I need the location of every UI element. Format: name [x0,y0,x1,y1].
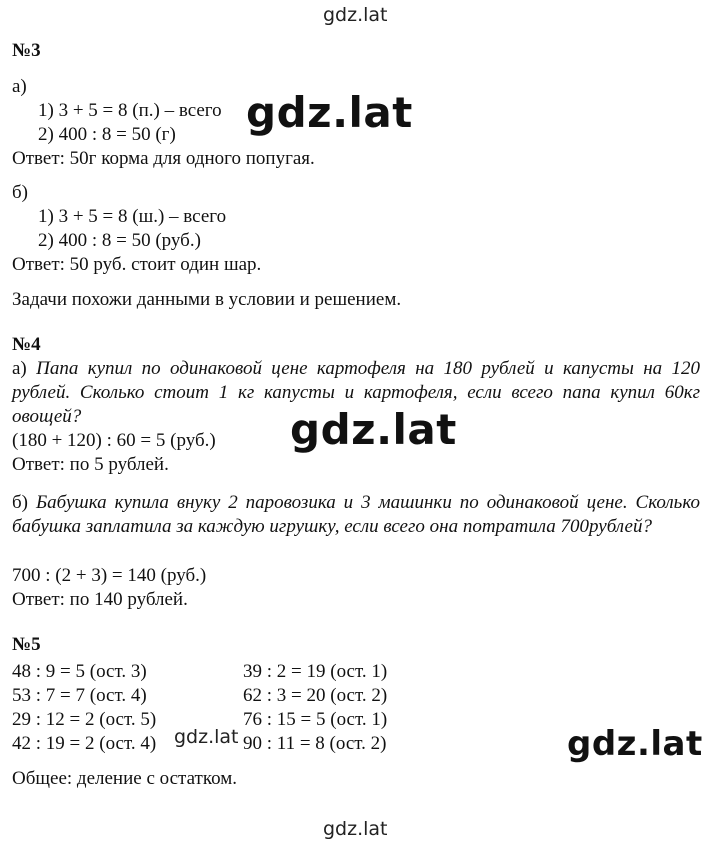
task4-b-label: б) [12,492,28,513]
task5-left-item: 48 : 9 = 5 (ост. 3) [12,661,147,682]
task4-b-problem: Бабушка купила внуку 2 паровозика и 3 машинки по одинаковой цене. Сколько бабушка заплатила за каждую игрушку, если всего она потратила 700рублей? [12,492,700,537]
task4-b-block [12,491,700,539]
task3-b-answer: Ответ: 50 руб. стоит один шар. [12,254,262,275]
task3-b-label: б) [12,182,28,203]
task3-a-step2: 2) 400 : 8 = 50 (г) [38,124,176,145]
task4-b-answer: Ответ: по 140 рублей. [12,589,188,610]
watermark-large: gdz.lat [246,88,413,137]
task5-left-item: 29 : 12 = 2 (ост. 5) [12,709,157,730]
watermark-inline: gdz.lat [174,726,239,748]
task3-b-step2: 2) 400 : 8 = 50 (руб.) [38,230,201,251]
task4-heading: №4 [12,334,41,355]
task3-a-label: а) [12,76,27,97]
task4-a-solution: (180 + 120) : 60 = 5 (руб.) [12,430,216,451]
task4-a-problem: Папа купил по одинаковой цене картофеля на 180 рублей и капусты на 120 рублей. Сколько стоит 1 кг капусты и картофеля, если всего папа купил 60кг овощей? [12,358,701,427]
task3-heading: №3 [12,40,41,61]
task3-a-step1: 1) 3 + 5 = 8 (п.) – всего [38,100,222,121]
task4-a-block [12,357,700,429]
task5-right-item: 39 : 2 = 19 (ост. 1) [243,661,388,682]
task3-b-step1: 1) 3 + 5 = 8 (ш.) – всего [38,206,227,227]
task5-heading: №5 [12,634,41,655]
watermark-bottom: gdz.lat [323,818,388,840]
watermark-large: gdz.lat [290,405,457,454]
task5-right-item: 76 : 15 = 5 (ост. 1) [243,709,388,730]
watermark-top: gdz.lat [323,4,388,26]
task3-a-answer: Ответ: 50г корма для одного попугая. [12,148,315,169]
task5-left-item: 42 : 19 = 2 (ост. 4) [12,733,157,754]
task5-left-item: 53 : 7 = 7 (ост. 4) [12,685,147,706]
task3-conclusion: Задачи похожи данными в условии и решением. [12,289,402,310]
task5-conclusion: Общее: деление с остатком. [12,768,237,789]
task4-b-solution: 700 : (2 + 3) = 140 (руб.) [12,565,207,586]
task4-a-label: а) [12,358,27,379]
task4-a-answer: Ответ: по 5 рублей. [12,454,169,475]
watermark-large: gdz.lat [567,724,703,764]
task5-right-item: 62 : 3 = 20 (ост. 2) [243,685,388,706]
task5-right-item: 90 : 11 = 8 (ост. 2) [243,733,387,754]
